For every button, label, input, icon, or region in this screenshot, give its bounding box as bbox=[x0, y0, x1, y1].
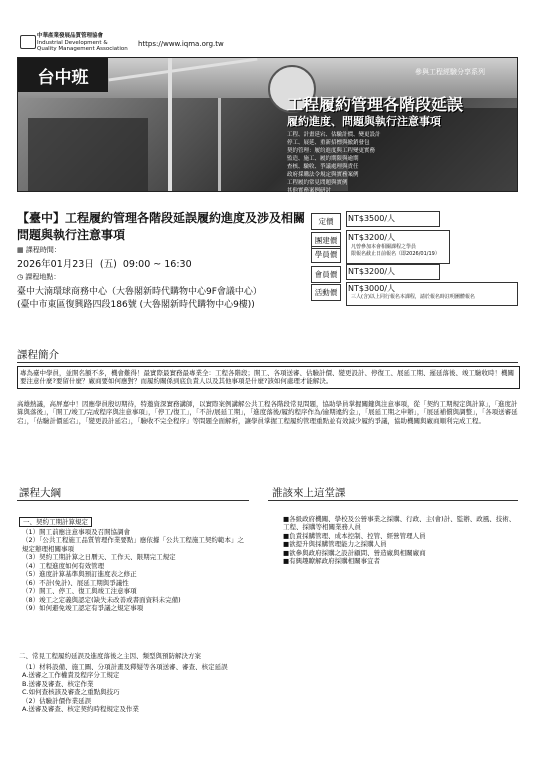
event-price-value: NT$3000/人 bbox=[348, 284, 396, 293]
intro-paragraph-2: 高雄熱議，高屏嘉中！因應學員殷切期待，特邀資深實務講師，以實際案例講解公共工程各階段常見問題，協助學員掌握關鍵與注意事項，從「契約工期規定與計算」，「進度計算與落後」，「開工/竣工/完成程序與注意事項」，「停工/復工」，「不計/展延工期」，「進度落後/履約程序作為/逾期違約金」，「展延工期之申辦」，「展延補償與調整」，「各項送審延宕」，「估驗計價延宕」，「變更設計延宕」，「驗收不完全程序」等問題全面解析，讓學員掌握工程履約管理重點並有效減少履約爭議，協助機關與廠商順利完成工程。 bbox=[17, 400, 518, 425]
syllabus-item: （7）開工、停工、復工與竣工注意事項 bbox=[22, 587, 137, 596]
audience-item: ■負責採購管理、成本控制、控管、經營管理人員 bbox=[283, 531, 426, 540]
class-location-tag: 台中班 bbox=[18, 58, 108, 92]
price-value: NT$3500/人 bbox=[348, 214, 396, 223]
org-name-en-1: Industrial Development & bbox=[37, 40, 108, 46]
course-time-label: ▦ 課程時間： bbox=[17, 246, 61, 254]
syllabus-item: （1）開工前應注意事項及召開協調會 bbox=[22, 528, 131, 536]
divider bbox=[17, 362, 518, 363]
audience-heading: 誰該來上這堂課 bbox=[272, 487, 346, 499]
syllabus-item: A.送審及審查、核定契約時程規定及作業 bbox=[22, 705, 139, 714]
org-name-zh: 中華產業發展品質管理協會 bbox=[37, 33, 104, 39]
group-price-value: NT$3200/人 bbox=[348, 233, 396, 242]
syllabus-part1-title: 一、契約工期計算規定 bbox=[19, 517, 92, 527]
syllabus-item: （1）材料設備、施工圖、分項計畫及釋疑等各項送審、審查、核定延誤 bbox=[22, 663, 228, 671]
audience-item: ■有興趣瞭解政府採購相關事宜者 bbox=[283, 557, 381, 566]
syllabus-part2-list bbox=[22, 663, 244, 714]
clock-icon: ◷ bbox=[17, 273, 24, 281]
pricing-panel bbox=[311, 211, 521, 319]
syllabus-item: （8）竣工之定義與認定(缺失未改善或書面資料未完備) bbox=[22, 595, 181, 604]
student-note-1: 凡曾參加本會相關課程之學員 bbox=[351, 244, 417, 250]
syllabus-item: （6）不計(免計)、展延工期與爭議性 bbox=[22, 578, 129, 587]
association-logo bbox=[20, 35, 36, 49]
event-note: 三人(含)以上同行報名本課程，請於報名時註明團體報名 bbox=[351, 294, 475, 300]
divider bbox=[17, 500, 249, 501]
course-place-label: ◷ 課程地點： bbox=[17, 273, 61, 281]
banner-title: 工程履約管理各階段延誤 bbox=[287, 95, 464, 114]
event-price-label: 活動價 bbox=[311, 284, 341, 301]
audience-list bbox=[283, 515, 518, 566]
syllabus-item: A.送審之工作權責及程序分工規定 bbox=[22, 671, 120, 680]
course-date: 2026年01月23日 bbox=[17, 259, 94, 270]
intro-paragraph-1: 專為臺中學員，並開名額不多，機會難得！最實際最實務最專業全：工程各階段；開工、各項送審、估驗計價、變更設計、停復工、展延工期、遲延落後、竣工驗收時！機關要注意什麼?要留什麼？廠商要如何應對？而履約關係到底負責人以及其他事項是什麼?該如何處理才能解決。 bbox=[17, 366, 520, 389]
calendar-icon: ▦ bbox=[17, 246, 24, 254]
syllabus-item: C.如何查核該及審查之重點與技巧 bbox=[22, 688, 120, 697]
member-price-label: 會員價 bbox=[311, 266, 341, 283]
price-label: 定價 bbox=[311, 213, 341, 230]
course-time: 09:00 ~ 16:30 bbox=[122, 259, 192, 270]
series-label: 參與工程經驗分享系列 bbox=[415, 68, 485, 76]
banner-bullet: 其他實務案例研討 bbox=[287, 187, 332, 194]
banner-bullet: 查核、驗收、爭議處理與責任 bbox=[287, 163, 359, 170]
syllabus-item: （3）契約工期計算之日曆天、工作天、限期完工規定 bbox=[22, 553, 176, 562]
syllabus-heading: 課程大綱 bbox=[19, 487, 61, 499]
syllabus-item: （2）「公共工程施工品質管理作業要點」應依據「公共工程施工契約範本」之規定辦理相關事項 bbox=[22, 536, 244, 553]
member-price-value: NT$3200/人 bbox=[348, 267, 396, 276]
student-note-2: 限報名截止日前報名（即2026/01/19） bbox=[351, 251, 440, 257]
org-name-en-2: Quality Management Association bbox=[37, 46, 128, 52]
course-place-2: (臺中市東區復興路四段186號 (大魯閣新時代購物中心9樓)) bbox=[17, 300, 255, 310]
syllabus-item: （4）工程進度如何有效管理 bbox=[22, 561, 105, 570]
syllabus-item: （9）如何避免竣工認定有爭議之規定事項 bbox=[22, 603, 144, 612]
course-place-1: 臺中大湳環球商務中心（大魯閣新時代購物中心9F會議中心） bbox=[17, 287, 262, 297]
banner-bullet-list bbox=[287, 132, 487, 196]
group-price-label: 團建價 bbox=[311, 232, 341, 249]
syllabus-part1-list bbox=[22, 528, 244, 612]
intro-heading: 課程簡介 bbox=[17, 349, 59, 361]
course-title: 【臺中】工程履約管理各階段延誤履約進度及涉及相關問題與執行注意事項 bbox=[17, 211, 306, 243]
banner-bullet: 停工、展延、重新招標與撤銷發包 bbox=[287, 139, 370, 146]
syllabus-item: （5）進度計算基準與預訂進度表之修正 bbox=[22, 570, 137, 579]
banner-bullet: 契約管理：履約進度與工程變更實務 bbox=[287, 147, 376, 154]
audience-item: ■各級政府機關、學校及公營事業之採購、行政、主(會)計、監辦、政風、技術、工程、採購等相關業務人員 bbox=[283, 515, 516, 532]
banner-bullet: 工程履約常見問題與實例 bbox=[287, 179, 348, 186]
syllabus-item: B.送審及審查、核定作業 bbox=[22, 679, 94, 688]
website-link[interactable]: https://www.iqma.org.tw bbox=[138, 40, 224, 48]
banner-subtitle: 履約進度、問題與執行注意事項 bbox=[287, 115, 441, 128]
audience-item: ■欲參與政府採購之設計顧問、營造廠與相關廠商 bbox=[283, 548, 426, 557]
course-weekday: (五) bbox=[99, 259, 117, 270]
audience-item: ■欲提升與採購管理能力之採購人員 bbox=[283, 540, 387, 549]
banner-bullet: 政府採購法令規定與實務案例 bbox=[287, 171, 359, 178]
syllabus-part2-title: 二、常見工程履約延誤及進度落後之主因、類型與預防解決方案 bbox=[19, 652, 201, 660]
syllabus-item: （2）估驗計價作業延誤 bbox=[22, 696, 92, 705]
banner-bullet: 監造、施工、履約期限與逾期 bbox=[287, 155, 359, 162]
banner-bullet: 工程、計畫延宕、估驗計價、變更設計 bbox=[287, 132, 381, 138]
student-price-label: 學員價 bbox=[311, 246, 341, 263]
divider bbox=[268, 500, 518, 501]
course-date-time bbox=[17, 256, 192, 270]
